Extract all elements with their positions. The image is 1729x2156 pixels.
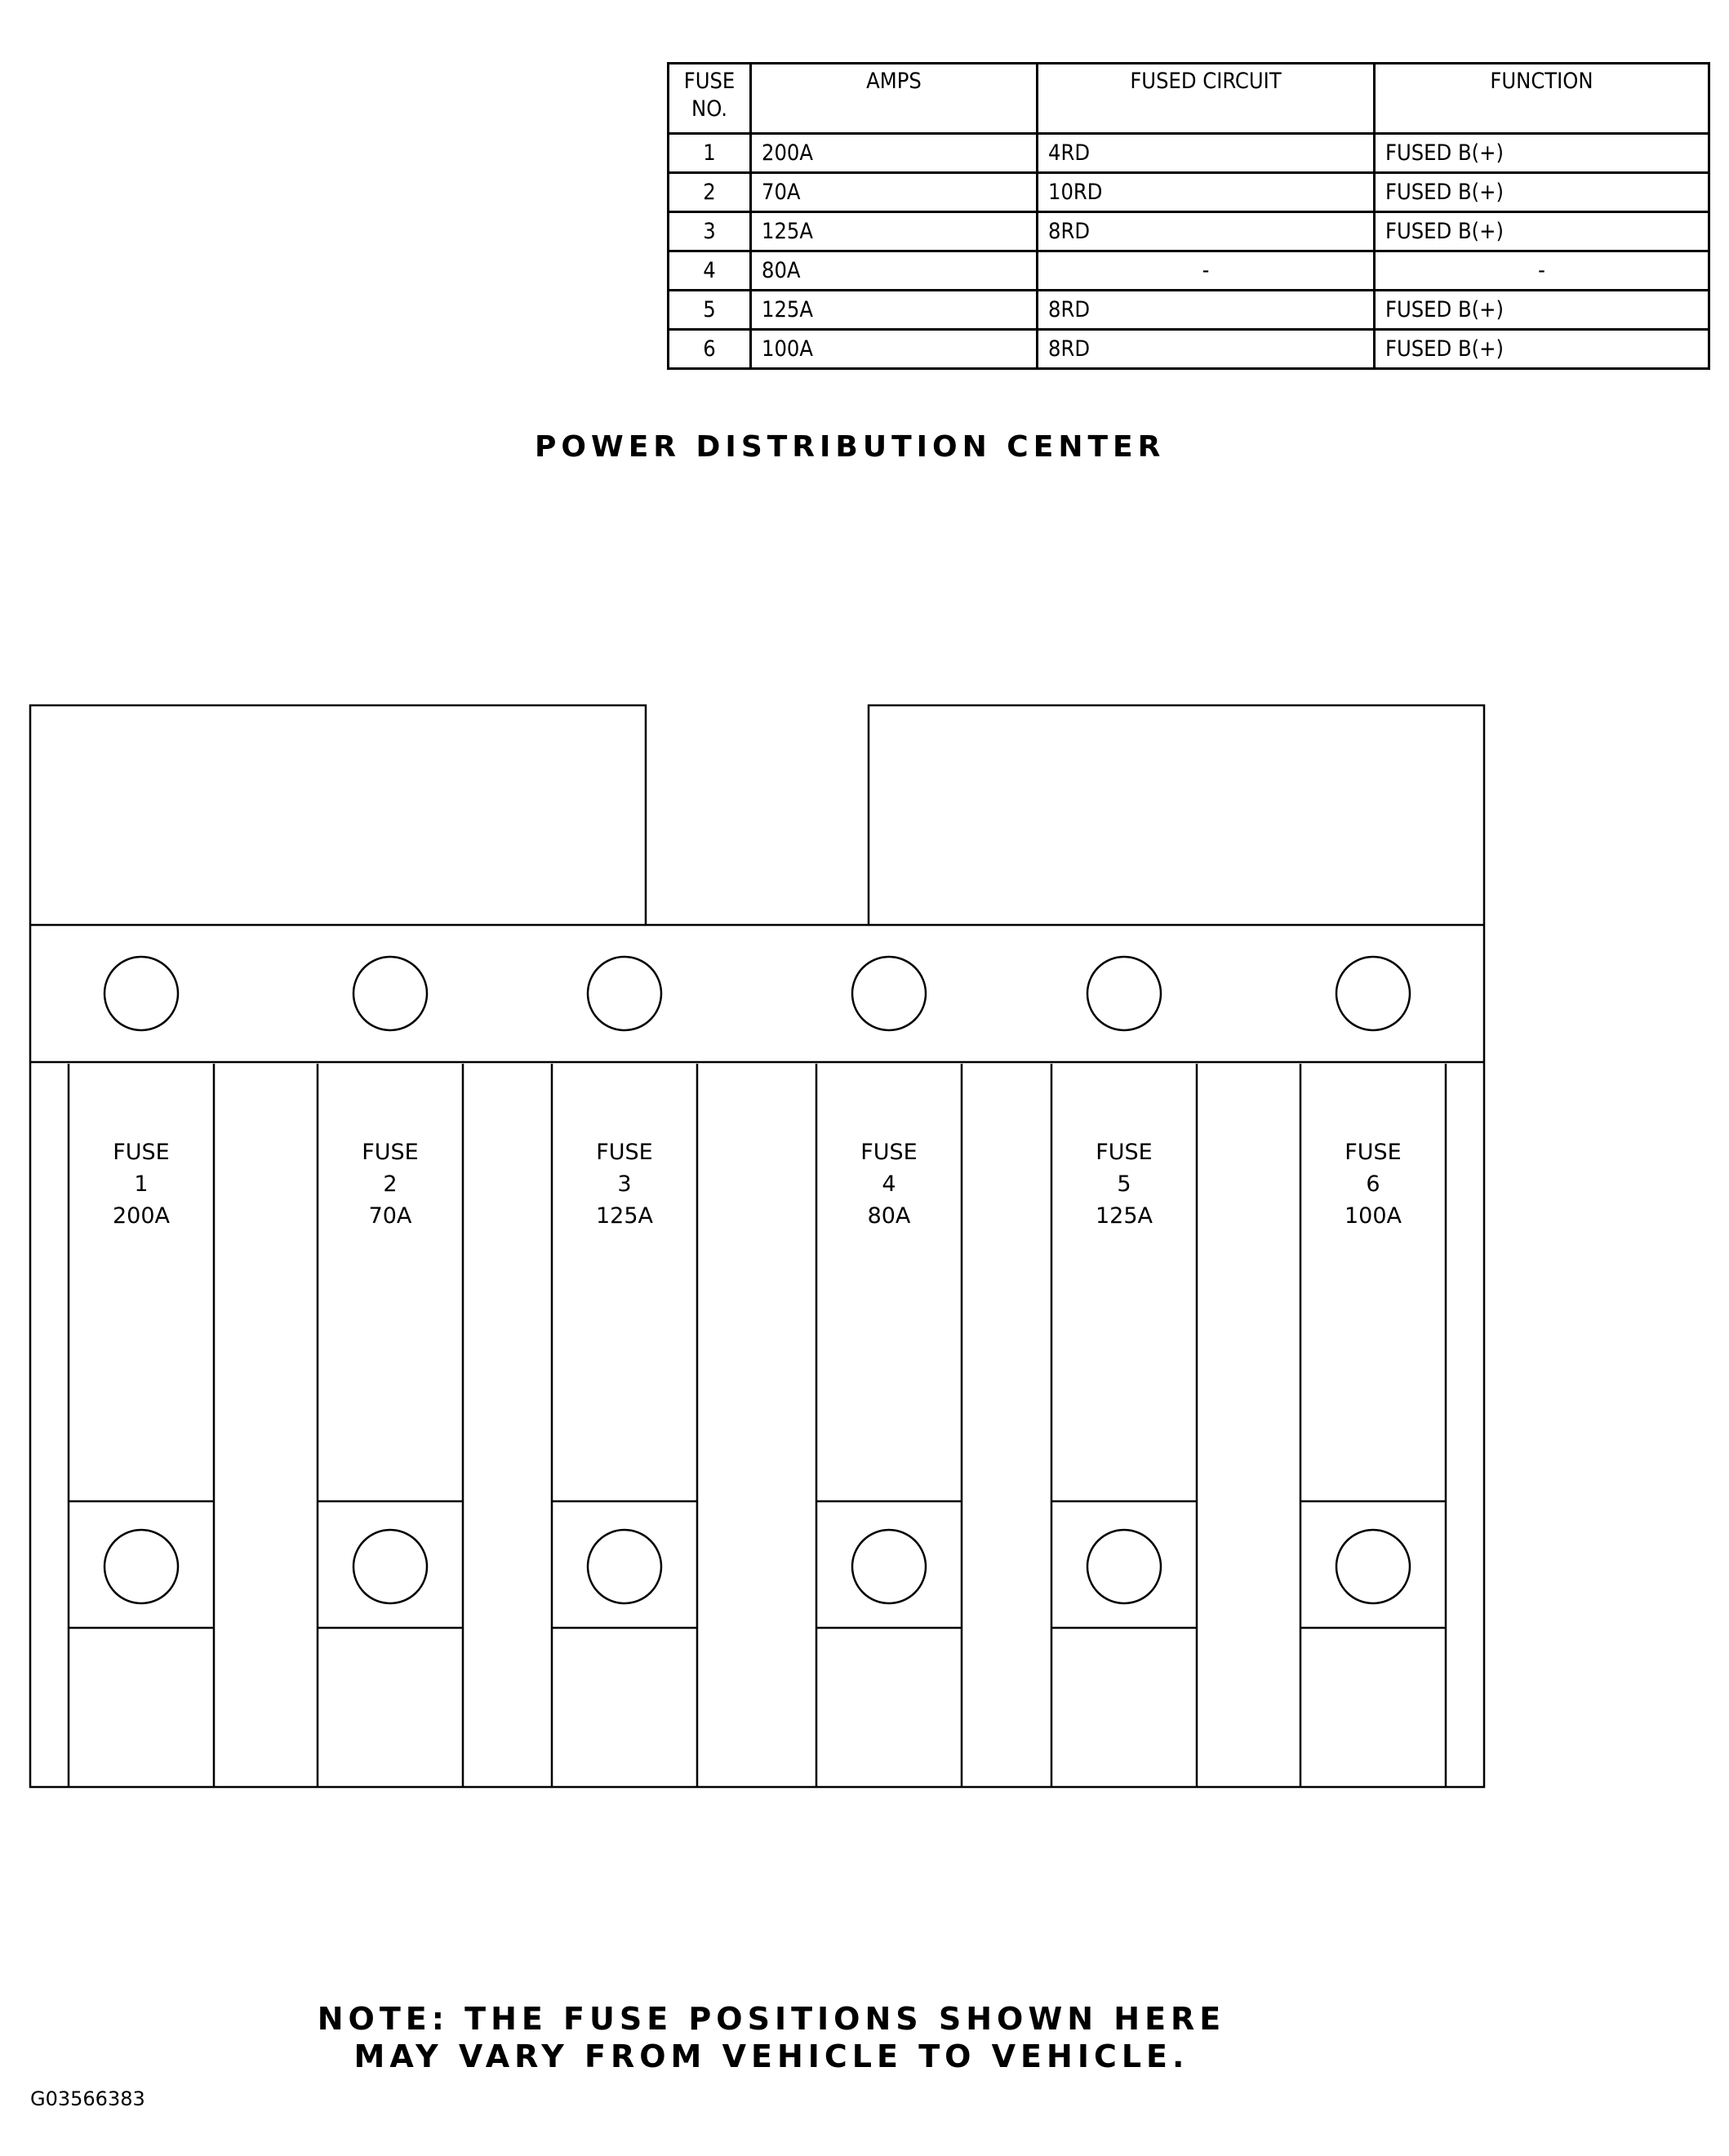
fuse-no-cell: 4 bbox=[669, 251, 751, 291]
fuse-label-number: 2 bbox=[383, 1171, 398, 1197]
function-cell: FUSED B(+) bbox=[1375, 330, 1709, 369]
fused-circuit-cell: 8RD bbox=[1038, 291, 1375, 330]
fuse-label-number: 1 bbox=[134, 1171, 149, 1197]
fused-circuit-cell: - bbox=[1038, 251, 1375, 291]
header-fuse-no-line1: FUSE bbox=[683, 69, 736, 94]
fuse-label-amps: 125A bbox=[595, 1203, 654, 1229]
header-function: FUNCTION bbox=[1375, 64, 1709, 134]
fuse-label-amps: 200A bbox=[112, 1203, 171, 1229]
bottom-stud-circle bbox=[353, 1530, 427, 1603]
bottom-stud-circle bbox=[852, 1530, 926, 1603]
top-stud-circle bbox=[1336, 957, 1410, 1030]
figure-id: G03566383 bbox=[30, 2087, 145, 2110]
fuse-label-number: 3 bbox=[617, 1171, 632, 1197]
vehicle-variation-note bbox=[0, 2000, 1543, 2075]
bottom-stud-circle bbox=[104, 1530, 178, 1603]
fuse-6 bbox=[1300, 1064, 1446, 1787]
top-stud-circle bbox=[353, 957, 427, 1030]
function-cell: FUSED B(+) bbox=[1375, 212, 1709, 251]
top-stud-circle bbox=[104, 957, 178, 1030]
bottom-stud-circle bbox=[1087, 1530, 1161, 1603]
fuse-label-word: FUSE bbox=[596, 1140, 653, 1165]
fused-circuit-cell: 10RD bbox=[1038, 173, 1375, 212]
housing-outline bbox=[30, 705, 1484, 1787]
fuse-label-word: FUSE bbox=[362, 1140, 419, 1165]
fuse-label-number: 5 bbox=[1117, 1171, 1131, 1197]
fused-circuit-cell: 4RD bbox=[1038, 134, 1375, 173]
fuse-no-cell: 1 bbox=[669, 134, 751, 173]
diagram-title: POWER DISTRIBUTION CENTER bbox=[535, 430, 1166, 464]
fuse-no-cell: 3 bbox=[669, 212, 751, 251]
amps-cell: 80A bbox=[751, 251, 1038, 291]
fuse-3 bbox=[552, 1064, 697, 1787]
amps-cell: 70A bbox=[751, 173, 1038, 212]
function-cell: - bbox=[1375, 251, 1709, 291]
fuse-slots bbox=[69, 1064, 1446, 1787]
fuse-label-amps: 100A bbox=[1344, 1203, 1402, 1229]
fuse-label-amps: 80A bbox=[867, 1203, 911, 1229]
header-fuse-no-line2: NO. bbox=[691, 96, 727, 122]
bottom-stud-circle bbox=[1336, 1530, 1410, 1603]
top-stud-circle bbox=[1087, 957, 1161, 1030]
fuse-label-amps: 125A bbox=[1095, 1203, 1153, 1229]
function-cell: FUSED B(+) bbox=[1375, 134, 1709, 173]
note-line-1: NOTE: THE FUSE POSITIONS SHOWN HERE bbox=[317, 2001, 1226, 2037]
fused-circuit-cell: 8RD bbox=[1038, 330, 1375, 369]
amps-cell: 200A bbox=[751, 134, 1038, 173]
function-cell: FUSED B(+) bbox=[1375, 291, 1709, 330]
fuse-label-amps: 70A bbox=[368, 1203, 412, 1229]
top-stud-circle bbox=[852, 957, 926, 1030]
fuse-label-word: FUSE bbox=[1096, 1140, 1153, 1165]
fuse-5 bbox=[1051, 1064, 1197, 1787]
top-studs bbox=[104, 957, 1410, 1030]
note-line-2: MAY VARY FROM VEHICLE TO VEHICLE. bbox=[353, 2038, 1189, 2074]
fuse-label-word: FUSE bbox=[1345, 1140, 1402, 1165]
fuse-label-number: 4 bbox=[882, 1171, 896, 1197]
header-amps: AMPS bbox=[751, 64, 1038, 134]
fuse-label-word: FUSE bbox=[860, 1140, 918, 1165]
fuse-no-cell: 6 bbox=[669, 330, 751, 369]
fuse-label-word: FUSE bbox=[113, 1140, 170, 1165]
fuse-label-number: 6 bbox=[1366, 1171, 1380, 1197]
fuse-1 bbox=[69, 1064, 214, 1787]
fuse-4 bbox=[816, 1064, 962, 1787]
header-fused-circuit: FUSED CIRCUIT bbox=[1038, 64, 1375, 134]
function-cell: FUSED B(+) bbox=[1375, 173, 1709, 212]
bottom-stud-circle bbox=[588, 1530, 661, 1603]
fuse-no-cell: 5 bbox=[669, 291, 751, 330]
amps-cell: 125A bbox=[751, 212, 1038, 251]
fuse-2 bbox=[318, 1064, 463, 1787]
housing-frame bbox=[30, 705, 1484, 1787]
amps-cell: 100A bbox=[751, 330, 1038, 369]
fuse-no-cell: 2 bbox=[669, 173, 751, 212]
fused-circuit-cell: 8RD bbox=[1038, 212, 1375, 251]
amps-cell: 125A bbox=[751, 291, 1038, 330]
top-stud-circle bbox=[588, 957, 661, 1030]
